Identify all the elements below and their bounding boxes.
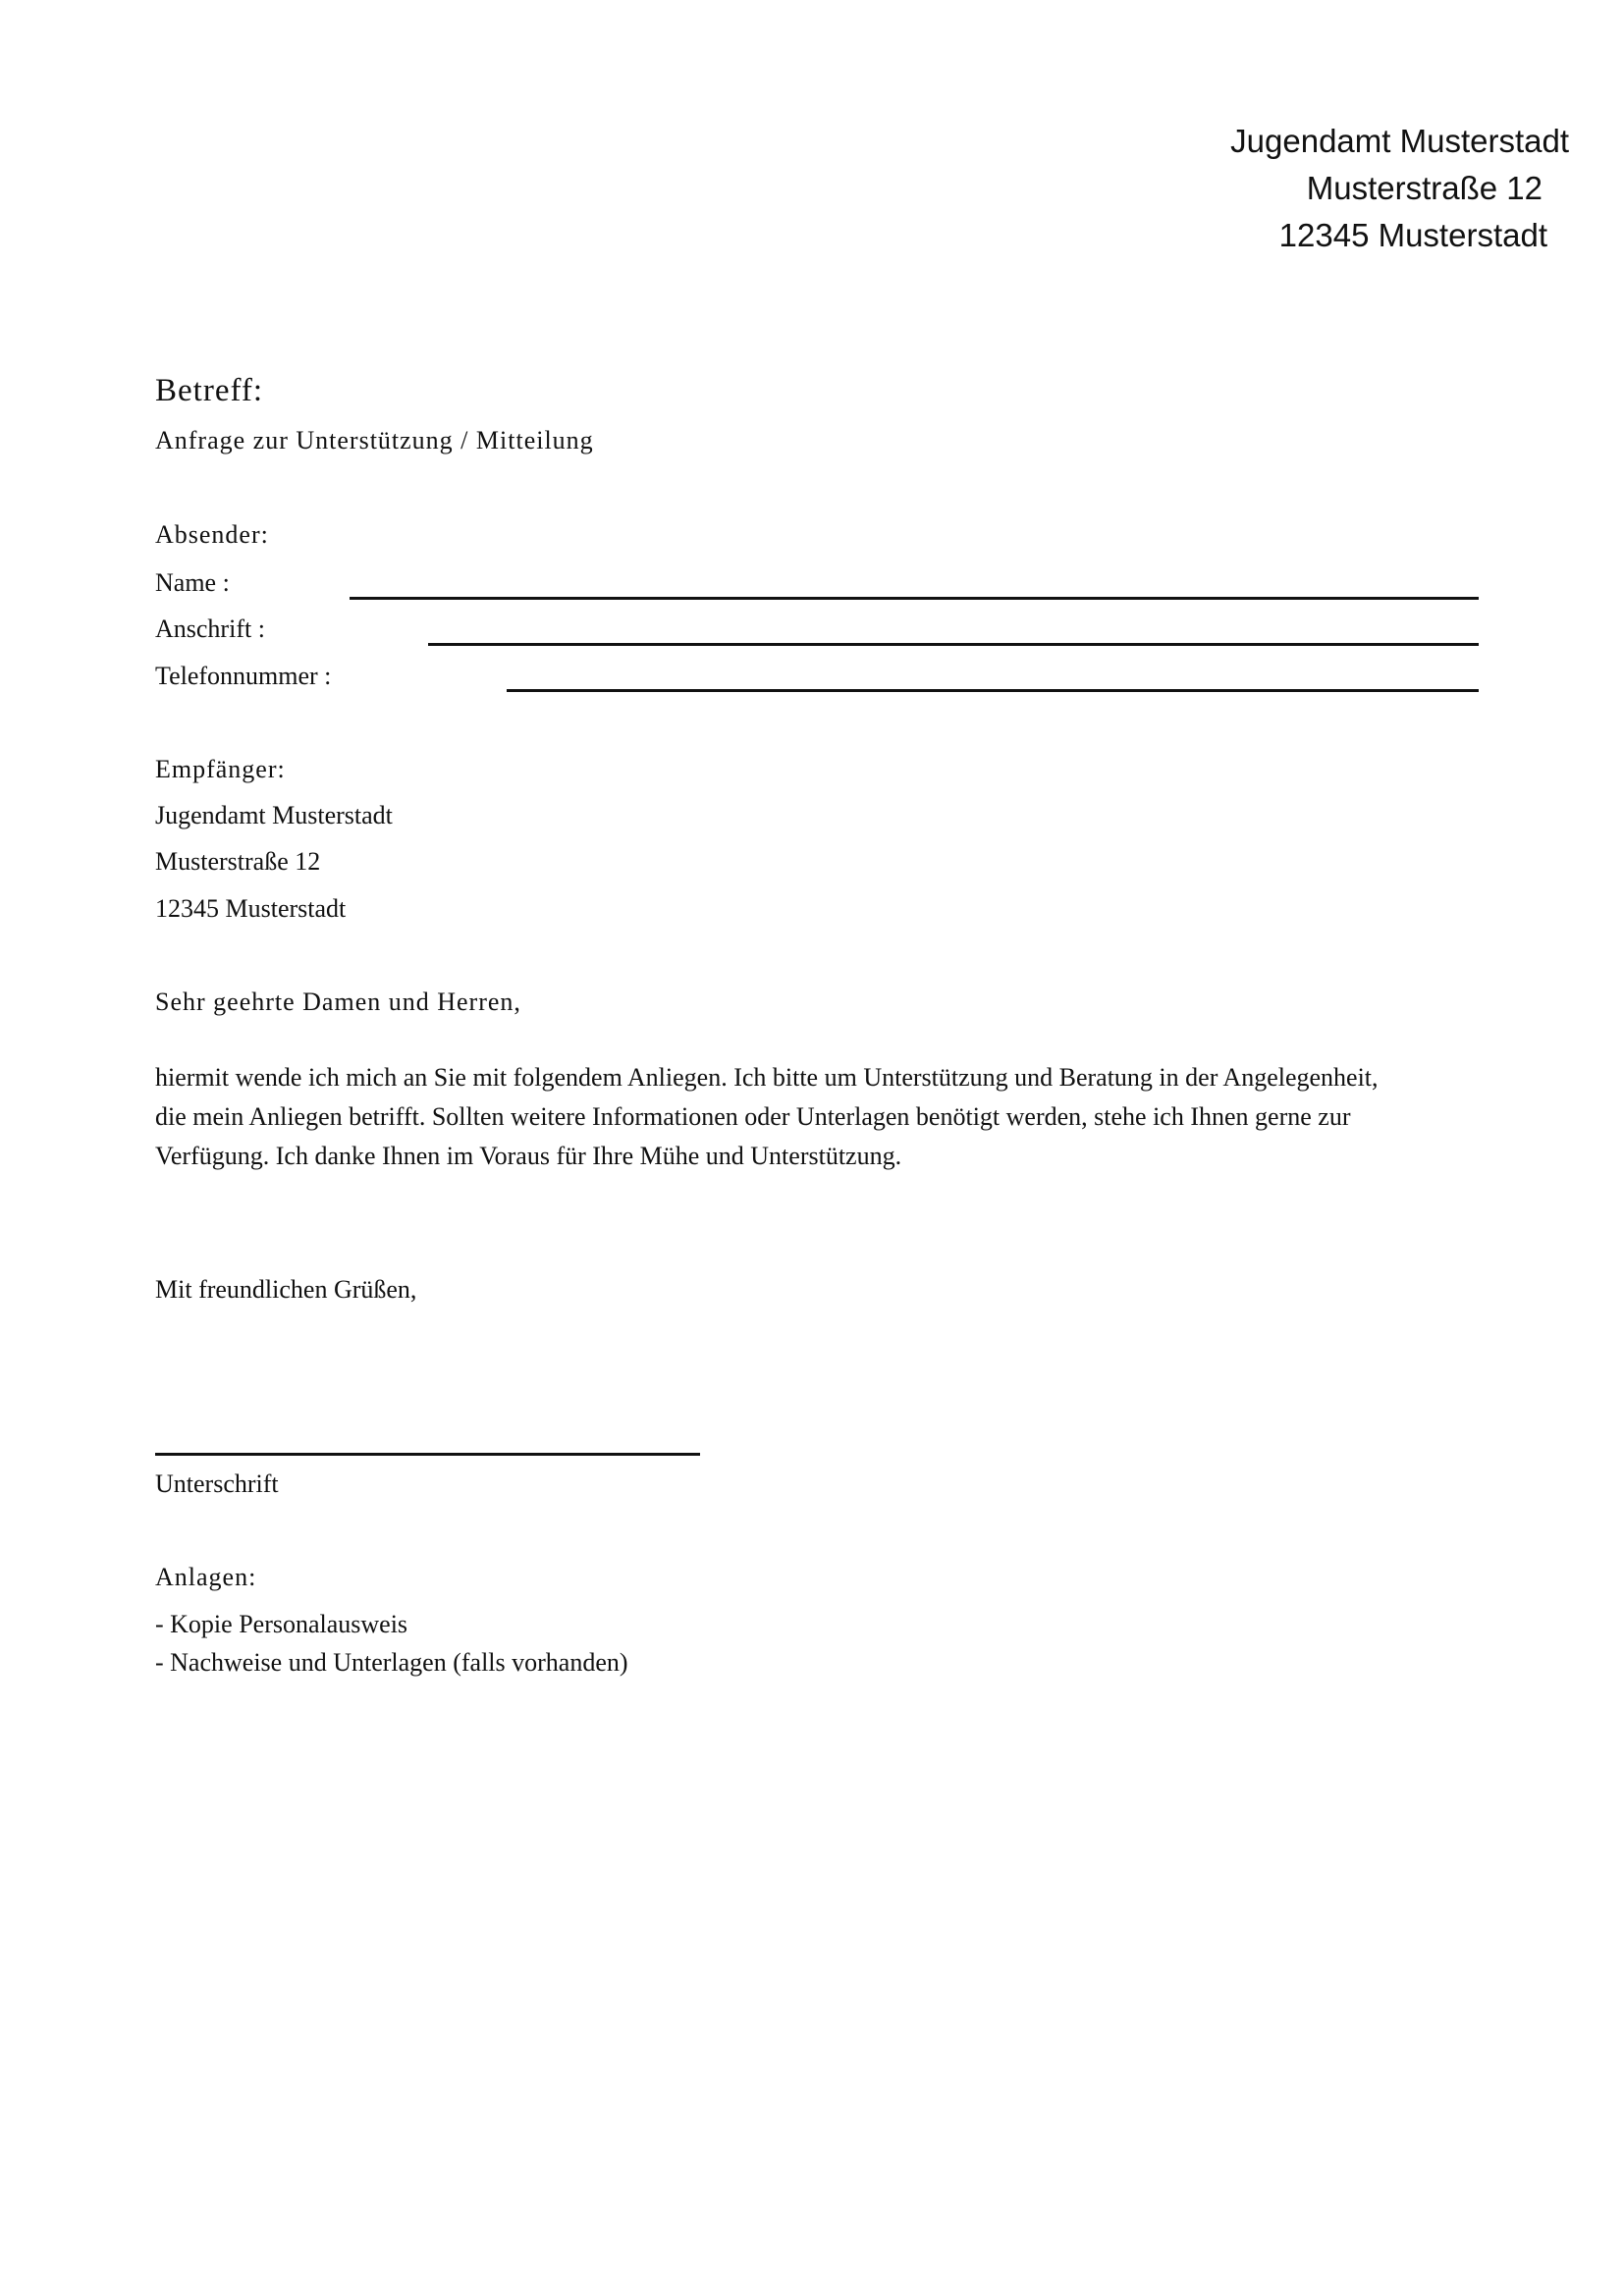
subject-label: Betreff: [155,373,264,408]
header-address-line-2: Musterstraße 12 [1306,170,1543,206]
sender-name-line[interactable] [350,597,1479,600]
body-line: die mein Anliegen betrifft. Sollten weitere Informationen oder Unterlagen benötigt werden, stehe ich Ihnen gerne zur [155,1102,1351,1131]
signature-label: Unterschrift [155,1469,279,1498]
attachment-item: - Kopie Personalausweis [155,1610,408,1638]
salutation: Sehr geehrte Damen und Herren, [155,988,521,1016]
body-line: hiermit wende ich mich an Sie mit folgendem Anliegen. Ich bitte um Unterstützung und Beratung in der Angelegenheit, [155,1063,1379,1092]
closing: Mit freundlichen Grüßen, [155,1275,417,1304]
signature-line[interactable] [155,1453,700,1456]
body-paragraph [155,1058,1490,1176]
body-line: Verfügung. Ich danke Ihnen im Voraus für Ihre Mühe und Unterstützung. [155,1142,902,1170]
sender-name-label: Name : [155,568,230,597]
attachments-label: Anlagen: [155,1563,257,1591]
recipient-label: Empfänger: [155,755,286,783]
attachment-item: - Nachweise und Unterlagen (falls vorhanden) [155,1648,628,1677]
recipient-line-1: Jugendamt Musterstadt [155,801,393,829]
sender-address-label: Anschrift : [155,614,265,643]
header-address-line-1: Jugendamt Musterstadt [1230,123,1569,159]
sender-label: Absender: [155,520,269,549]
sender-phone-line[interactable] [507,689,1479,692]
header-address-line-3: 12345 Musterstadt [1278,217,1547,253]
subject-text: Anfrage zur Unterstützung / Mitteilung [155,426,594,454]
recipient-line-2: Musterstraße 12 [155,847,321,876]
sender-address-line[interactable] [428,643,1479,646]
recipient-line-3: 12345 Musterstadt [155,894,347,923]
sender-phone-label: Telefonnummer : [155,662,332,690]
